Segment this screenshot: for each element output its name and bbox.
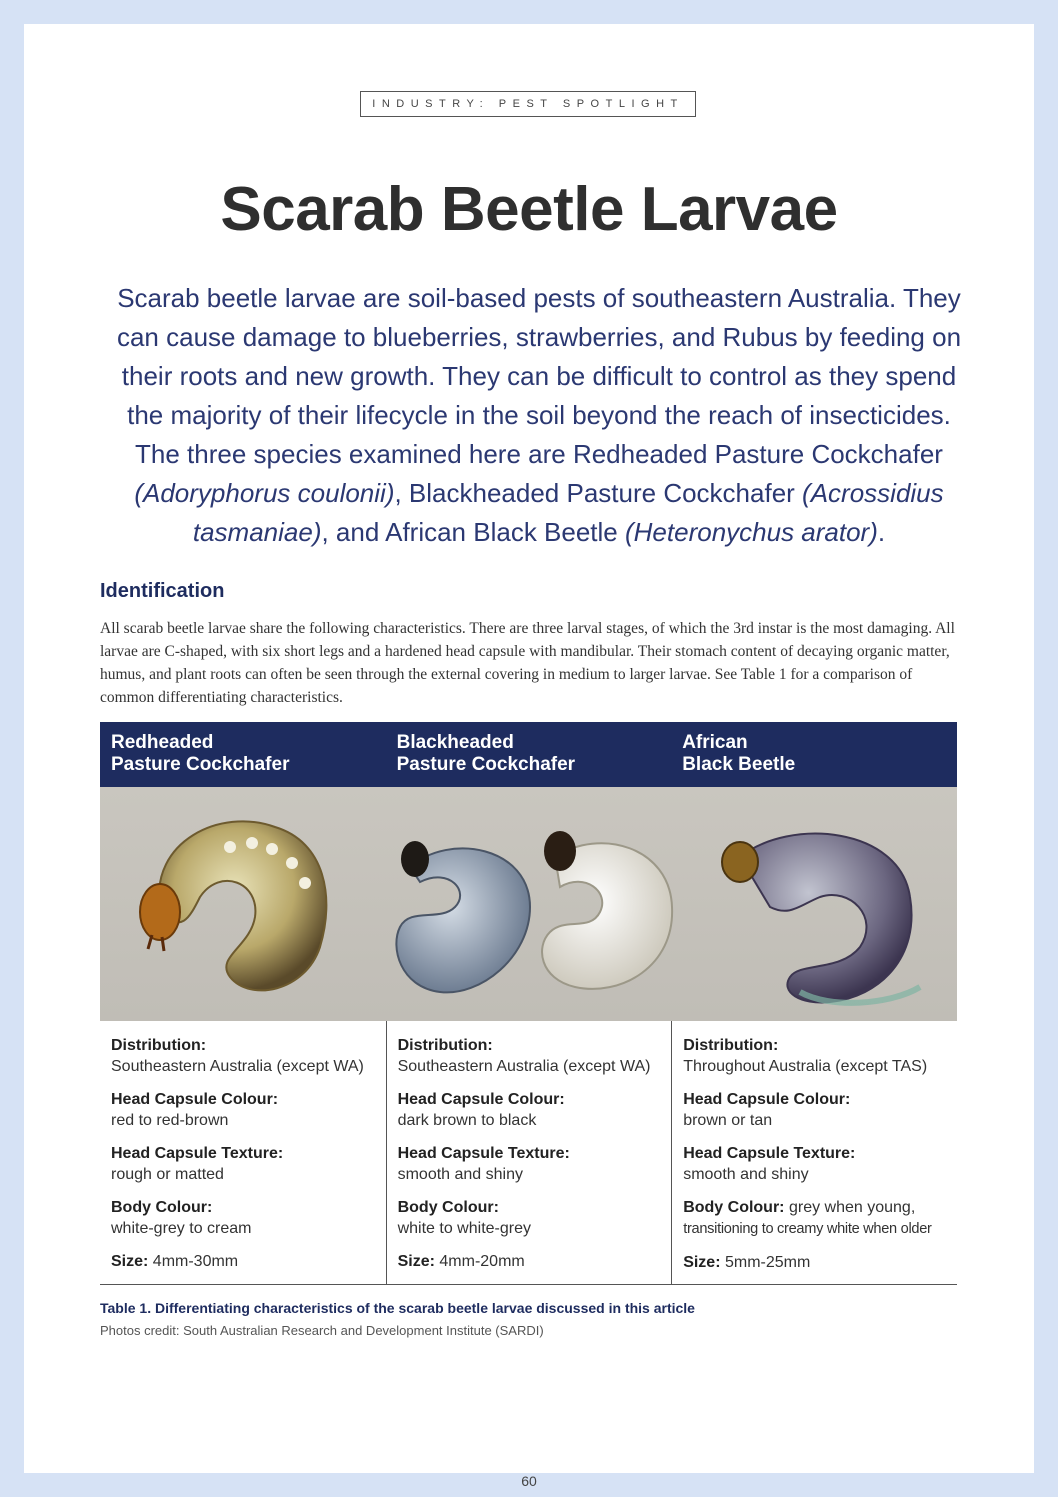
intro-text-2: , Blackheaded Pasture Cockchafer bbox=[394, 478, 803, 508]
header-name-line2: Pasture Cockchafer bbox=[111, 754, 290, 775]
size-value: 4mm-30mm bbox=[152, 1253, 239, 1270]
head-colour-value: dark brown to black bbox=[397, 1112, 537, 1129]
intro-paragraph bbox=[104, 279, 974, 552]
distribution-value: Throughout Australia (except TAS) bbox=[683, 1058, 928, 1075]
redheaded-larva bbox=[140, 821, 326, 990]
head-texture-value: smooth and shiny bbox=[683, 1166, 809, 1183]
header-african bbox=[671, 722, 957, 787]
identification-heading: Identification bbox=[100, 580, 225, 602]
head-texture-value: rough or matted bbox=[111, 1166, 224, 1183]
distribution-label: Distribution: bbox=[683, 1037, 779, 1054]
header-name-line2: Black Beetle bbox=[682, 754, 796, 775]
body-colour-value: white-grey to cream bbox=[111, 1220, 252, 1237]
blackheaded-larva-white bbox=[542, 831, 672, 989]
intro-text-4: . bbox=[877, 517, 886, 547]
head-colour-value: brown or tan bbox=[683, 1112, 773, 1129]
blackheaded-larva-grey bbox=[396, 841, 530, 992]
head-colour-label: Head Capsule Colour: bbox=[683, 1091, 851, 1108]
header-blackheaded bbox=[386, 722, 672, 787]
page-number: 60 bbox=[521, 1473, 537, 1489]
body-colour-value: white to white-grey bbox=[397, 1220, 531, 1237]
head-colour-value: red to red-brown bbox=[111, 1112, 229, 1129]
head-texture-value: smooth and shiny bbox=[397, 1166, 523, 1183]
identification-body: All scarab beetle larvae share the following characteristics. There are three larval stages, of which the 3rd instar is the most damaging. All larvae are C-shaped, with six short legs and a hardened head capsule with mandibular. Their stomach content of decaying organic matter, humus, and plant roots can often be seen through the external covering in medium to larger larvae. See Table 1 for a comparison of common differentiating characteristics. bbox=[100, 620, 955, 706]
header-name-line1: African bbox=[682, 732, 748, 753]
article-title: Scarab Beetle Larvae bbox=[220, 175, 838, 244]
species-name-1: (Adoryphorus coulonii) bbox=[134, 478, 395, 508]
size-label: Size: bbox=[397, 1253, 435, 1270]
size-label: Size: bbox=[683, 1254, 721, 1271]
table-caption: Table 1. Differentiating characteristics of the scarab beetle larvae discussed in this article bbox=[100, 1300, 695, 1316]
details-african bbox=[671, 1021, 957, 1284]
header-name-line2: Pasture Cockchafer bbox=[396, 754, 576, 775]
details-redheaded bbox=[100, 1021, 386, 1284]
head-texture-label: Head Capsule Texture: bbox=[111, 1145, 284, 1162]
body-colour-value: grey when young, bbox=[788, 1199, 916, 1216]
body-colour-label: Body Colour: bbox=[397, 1199, 499, 1216]
species-name-3: (Heteronychus arator) bbox=[625, 517, 878, 547]
larvae-illustration bbox=[100, 787, 957, 1021]
header-redheaded bbox=[100, 722, 386, 787]
header-name-line1: Redheaded bbox=[111, 732, 214, 753]
distribution-label: Distribution: bbox=[397, 1037, 493, 1054]
body-colour-value-cont: transitioning to creamy white when older bbox=[683, 1221, 932, 1237]
body-colour-label: Body Colour: bbox=[683, 1199, 785, 1216]
intro-text-3: , and African Black Beetle bbox=[321, 517, 625, 547]
table-header bbox=[100, 722, 957, 787]
body-colour-label: Body Colour: bbox=[111, 1199, 213, 1216]
distribution-value: Southeastern Australia (except WA) bbox=[111, 1058, 364, 1075]
african-larva bbox=[722, 834, 920, 1003]
photo-credit: Photos credit: South Australian Research and Development Institute (SARDI) bbox=[100, 1323, 544, 1338]
species-name-2: (Acrossidius tasmaniae) bbox=[192, 478, 944, 547]
details-blackheaded bbox=[386, 1021, 672, 1284]
header-name-line1: Blackheaded bbox=[396, 732, 514, 753]
size-value: 5mm-25mm bbox=[724, 1254, 811, 1271]
size-label: Size: bbox=[111, 1253, 149, 1270]
head-texture-label: Head Capsule Texture: bbox=[397, 1145, 570, 1162]
distribution-value: Southeastern Australia (except WA) bbox=[397, 1058, 651, 1075]
head-colour-label: Head Capsule Colour: bbox=[397, 1091, 565, 1108]
distribution-label: Distribution: bbox=[111, 1037, 207, 1054]
page bbox=[24, 24, 1034, 1473]
larvae-photo bbox=[100, 787, 957, 1021]
details-table bbox=[100, 1021, 957, 1285]
size-value: 4mm-20mm bbox=[439, 1253, 525, 1270]
head-texture-label: Head Capsule Texture: bbox=[683, 1145, 856, 1162]
head-colour-label: Head Capsule Colour: bbox=[111, 1091, 279, 1108]
section-tag: INDUSTRY: PEST SPOTLIGHT bbox=[360, 91, 696, 117]
intro-text-1: Scarab beetle larvae are soil-based pests of southeastern Australia. They can cause damage to blueberries, strawberries, and Rubus by feeding on their roots and new growth. They can be difficult to control as they spend the majority of their lifecycle in the soil beyond the reach of insecticides. The three species examined here are Redheaded Pasture Cockchafer bbox=[116, 283, 962, 469]
